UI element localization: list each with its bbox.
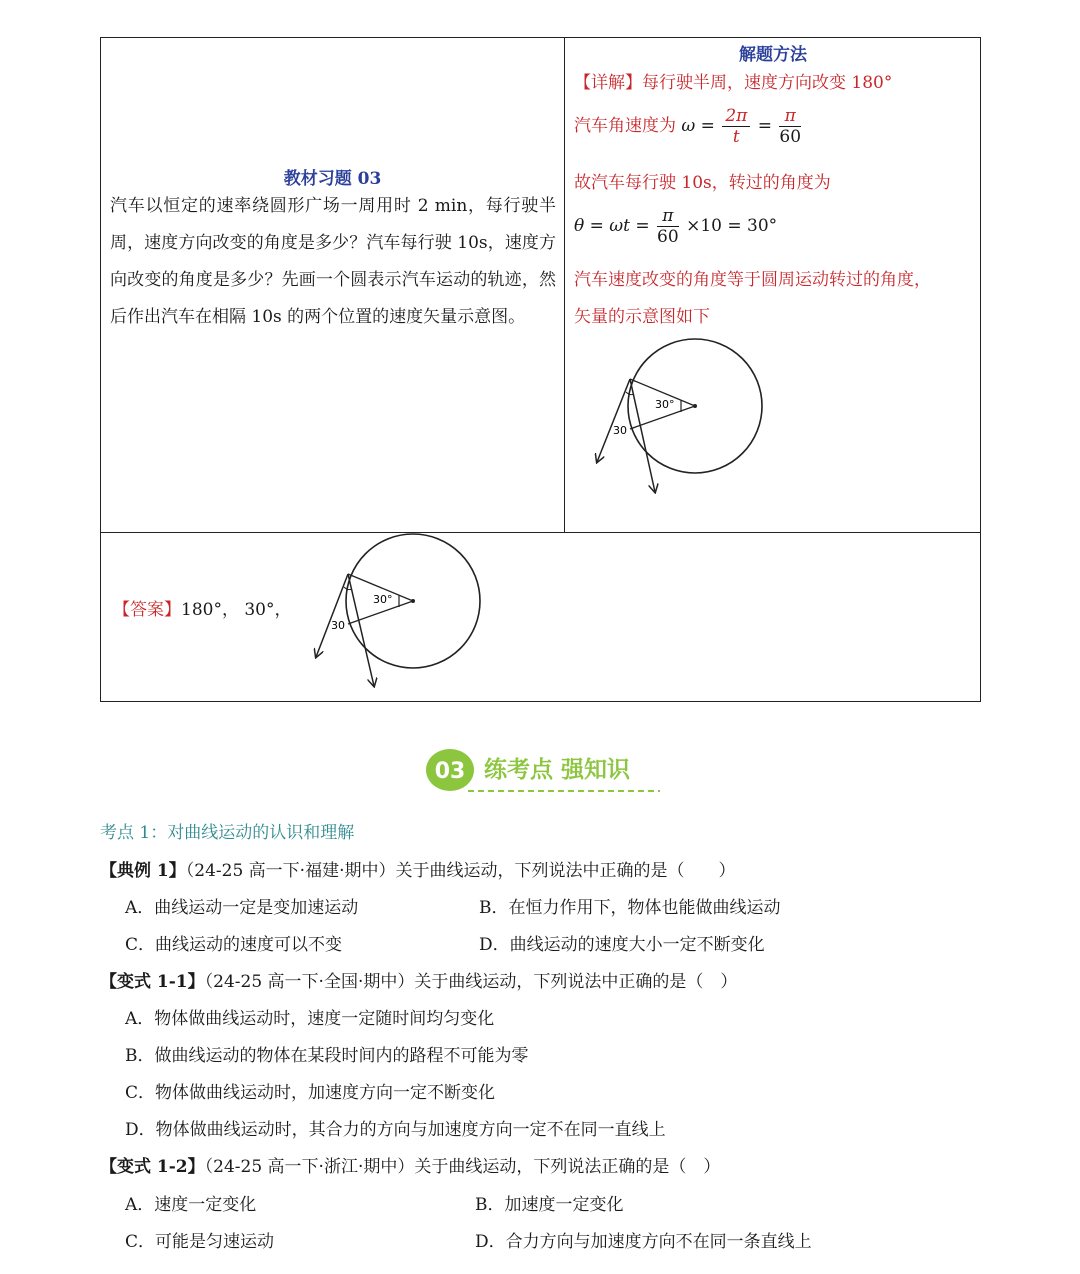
- variant-1-1-label: 【变式 1-1】: [100, 972, 205, 992]
- velocity-vector-diagram: [591, 334, 771, 504]
- theta-expression: θ = ωt =: [574, 216, 650, 236]
- detail-line-4: 汽车速度改变的角度等于圆周运动转过的角度，: [574, 270, 931, 290]
- answer-label: 【答案】: [113, 600, 181, 620]
- variant-1-1-option-c: C．物体做曲线运动时，加速度方向一定不断变化: [125, 1083, 496, 1103]
- detail-text-1: 每行驶半周，速度方向改变 180°: [642, 73, 893, 93]
- textbook-exercise-question: 汽车以恒定的速率绕圆形广场一周用时 2 min，每行驶半周，速度方向改变的角度是多少？汽车每行驶 10s，速度方向改变的角度是多少？先画一个圆表示汽车运动的轨迹，然后作出汽车在相隔 10s 的两个位置的速度矢量示意图。: [110, 196, 556, 327]
- variant-1-1-option-a: A．物体做曲线运动时，速度一定随时间均匀变化: [125, 1009, 495, 1029]
- example-1-option-b: B．在恒力作用下，物体也能做曲线运动: [479, 898, 781, 918]
- answer-vector-diagram: [313, 533, 493, 693]
- example-1-label: 【典例 1】: [100, 861, 186, 881]
- example-1-stem: 【典例 1】（24-25 高一下·福建·期中）关于曲线运动，下列说法中正确的是（ ）: [100, 861, 736, 881]
- example-1-option-c: C．曲线运动的速度可以不变: [125, 935, 343, 955]
- answer-angle-label-edge: 30: [331, 619, 345, 632]
- angle-label-edge: 30: [613, 424, 627, 437]
- detail-label: 【详解】: [574, 73, 642, 93]
- exercise-table: [100, 37, 981, 702]
- section-number: 03: [434, 759, 466, 784]
- variant-1-2-stem: 【变式 1-2】（24-25 高一下·浙江·期中）关于曲线运动，下列说法正确的是（ ）: [100, 1157, 721, 1177]
- fraction-pi-60-theta: $\frac{\pi}{60}$: [657, 206, 679, 247]
- section-title: 练考点 强知识: [484, 757, 631, 783]
- example-1-option-a: A．曲线运动一定是变加速运动: [125, 898, 359, 918]
- omega-line: [574, 106, 803, 147]
- theta-line: [574, 206, 777, 247]
- velocity-vector-2: [630, 379, 655, 492]
- detail-line-1: [574, 68, 892, 93]
- variant-1-2-option-d: D．合力方向与加速度方向不在同一条直线上: [475, 1232, 812, 1252]
- angle-label-center: 30°: [655, 398, 675, 411]
- answer-velocity-vector-1: [316, 574, 348, 657]
- theta-tail: ×10 = 30°: [686, 216, 778, 236]
- variant-1-1-option-d: D．物体做曲线运动时，其合力的方向与加速度方向一定不在同一直线上: [125, 1120, 666, 1140]
- solution-method-title: 解题方法: [739, 45, 807, 65]
- section-badge: [424, 748, 664, 798]
- variant-1-2-option-a: A．速度一定变化: [125, 1195, 257, 1215]
- kaodian-heading: 考点 1：对曲线运动的认识和理解: [100, 823, 355, 843]
- answer-circle-center: [411, 599, 415, 603]
- answer-value: 180°， 30°，: [181, 600, 292, 620]
- answer-angle-label-center: 30°: [373, 593, 393, 606]
- variant-1-2-option-c: C．可能是匀速运动: [125, 1232, 275, 1252]
- detail-line-3: 故汽车每行驶 10s，转过的角度为: [574, 173, 831, 193]
- equals-sign: =: [757, 116, 772, 136]
- answer-cell: [101, 533, 980, 701]
- textbook-exercise-title: 教材习题 03: [283, 169, 382, 189]
- answer-line: [113, 595, 291, 620]
- fraction-2pi-t: $\frac{2\pi}{t}$: [722, 106, 750, 147]
- omega-prefix: 汽车角速度为: [574, 116, 676, 136]
- omega-symbol: ω =: [681, 116, 715, 136]
- fraction-pi-60: $\frac{\pi}{60}$: [779, 106, 802, 147]
- detail-line-5: 矢量的示意图如下: [574, 307, 710, 327]
- variant-1-1-option-b: B．做曲线运动的物体在某段时间内的路程不可能为零: [125, 1046, 529, 1066]
- example-1-option-d: D．曲线运动的速度大小一定不断变化: [479, 935, 765, 955]
- variant-1-2-label: 【变式 1-2】: [100, 1157, 205, 1177]
- solution-method-cell: [565, 38, 981, 532]
- variant-1-2-option-b: B．加速度一定变化: [475, 1195, 624, 1215]
- textbook-exercise-cell: [101, 38, 564, 532]
- velocity-vector-1: [597, 379, 630, 462]
- circle-center: [693, 404, 697, 408]
- variant-1-1-stem: 【变式 1-1】（24-25 高一下·全国·期中）关于曲线运动，下列说法中正确的是（ ）: [100, 972, 738, 992]
